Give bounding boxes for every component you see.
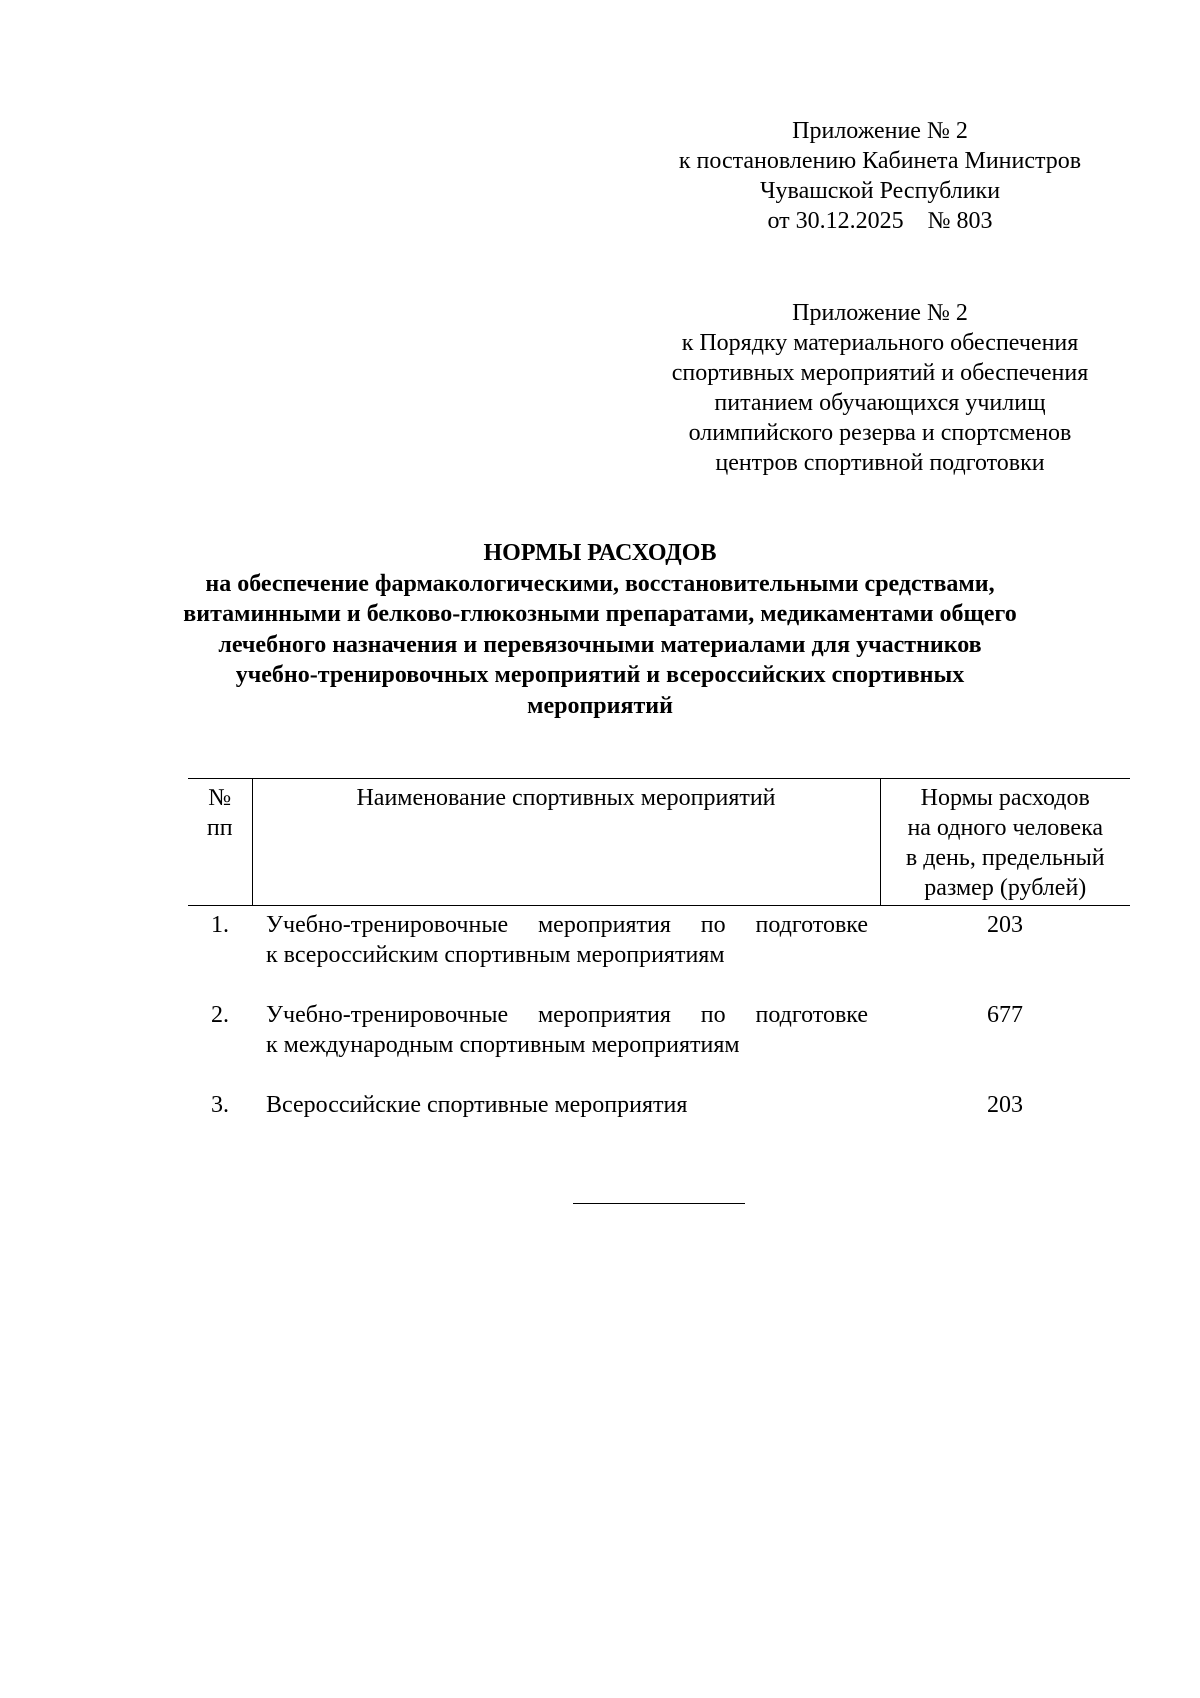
document-heading: НОРМЫ РАСХОДОВ	[483, 540, 717, 566]
expense-norms-table	[188, 778, 1130, 1126]
appendix-reference: к Порядку материального обеспечения	[681, 330, 1079, 356]
row-number: 2.	[211, 1001, 229, 1028]
appendix-order-block	[650, 298, 1110, 478]
appendix-reference: к постановлению Кабинета Министров	[678, 148, 1082, 174]
norm-value: 677	[987, 1001, 1023, 1028]
document-subtitle-line: на обеспечение фармакологическими, восстановительными средствами,	[205, 570, 995, 597]
column-header-name: Наименование спортивных мероприятий	[252, 779, 880, 906]
column-header-number: № пп	[188, 779, 252, 906]
document-end-divider	[573, 1203, 745, 1204]
appendix-date-number: от 30.12.2025 № 803	[767, 208, 993, 234]
appendix-title: Приложение № 2	[792, 300, 968, 326]
row-number: 1.	[211, 912, 229, 938]
column-header-norm: Нормы расходов на одного человека в день, предельный размер (рублей)	[880, 779, 1130, 906]
table-row	[188, 906, 1130, 996]
appendix-resolution-block	[650, 116, 1110, 236]
appendix-reference: центров спортивной подготовки	[715, 450, 1045, 476]
event-name: Учебно-тренировочные мероприятия по подготовке к всероссийским спортивным мероприятиям	[266, 912, 868, 968]
appendix-reference: питанием обучающихся училищ	[714, 390, 1046, 416]
document-subtitle-line: витаминными и белково-глюкозными препаратами, медикаментами общего	[183, 601, 1017, 627]
document-subtitle-line: лечебного назначения и перевязочными материалами для участников	[218, 631, 982, 658]
table-row	[188, 996, 1130, 1086]
document-title-block	[150, 538, 1050, 721]
table-header-row	[188, 779, 1130, 906]
appendix-title: Приложение № 2	[792, 118, 968, 144]
event-name: Всероссийские спортивные мероприятия	[266, 1091, 688, 1118]
table-row	[188, 1086, 1130, 1126]
norm-value: 203	[987, 912, 1023, 938]
event-name: Учебно-тренировочные мероприятия по подготовке к международным спортивным мероприятиям	[266, 1001, 868, 1058]
document-subtitle-line: мероприятий	[527, 692, 673, 719]
document-subtitle-line: учебно-тренировочных мероприятий и всероссийских спортивных	[235, 662, 965, 688]
appendix-reference: Чувашской Республики	[759, 178, 1001, 204]
norm-value: 203	[987, 1091, 1023, 1118]
appendix-reference: олимпийского резерва и спортсменов	[688, 420, 1072, 446]
appendix-reference: спортивных мероприятий и обеспечения	[671, 360, 1089, 386]
row-number: 3.	[211, 1091, 229, 1118]
